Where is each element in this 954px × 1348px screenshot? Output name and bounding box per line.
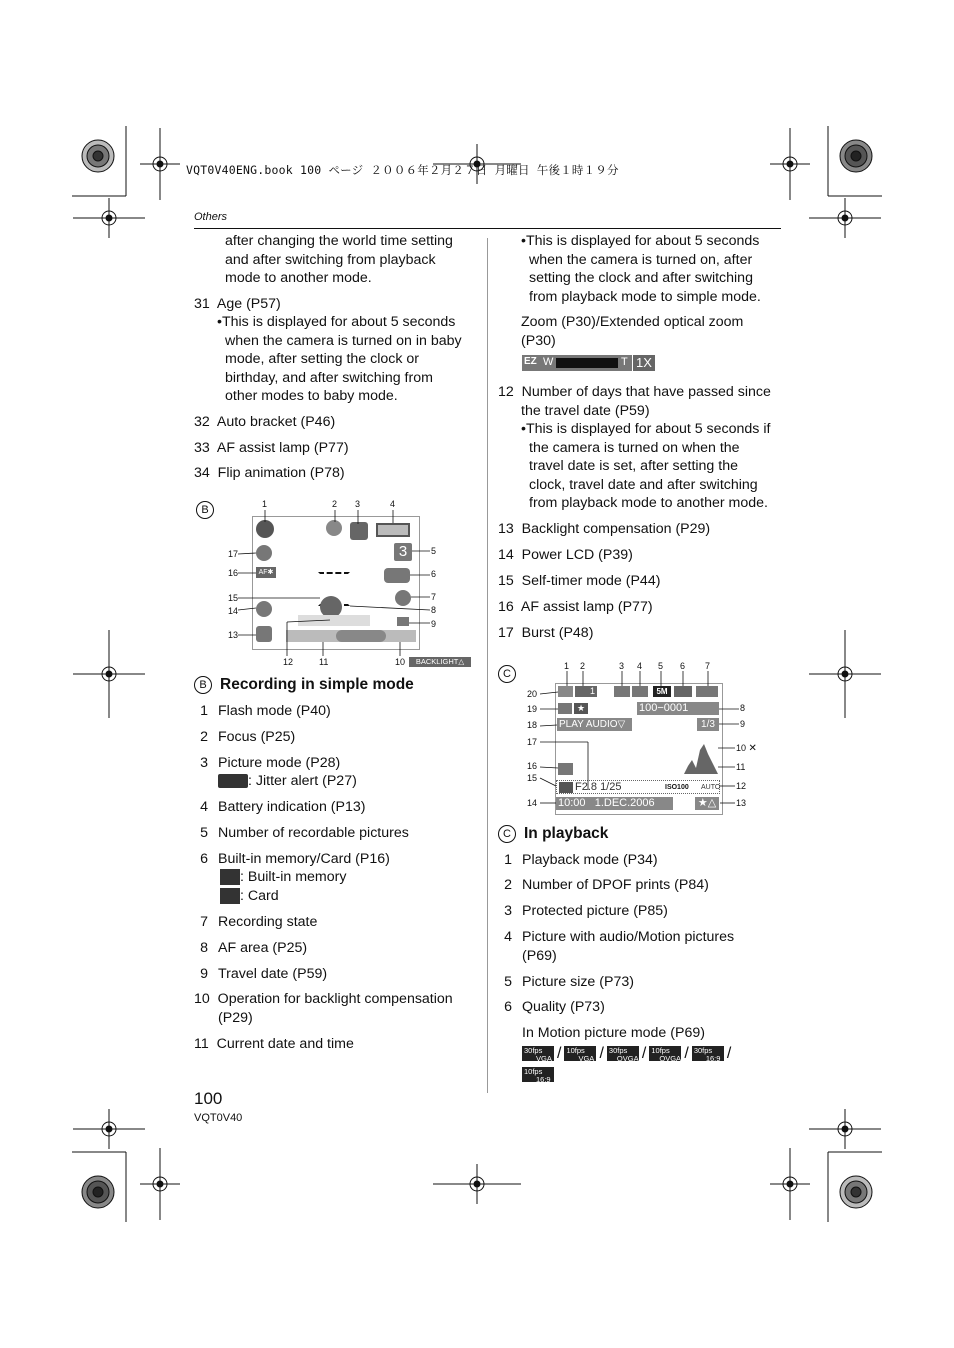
- continued-text: after changing the world time setting and after switching from playback mode to another mode.: [225, 233, 453, 286]
- b-item-3-sub: : Jitter alert (P27): [218, 772, 357, 791]
- wb-info: AUTO: [701, 784, 721, 791]
- section-b-marker: B: [194, 676, 212, 694]
- fps-icon-30-vga: 30fps VGA: [522, 1046, 554, 1061]
- callout-b-5: 5: [431, 546, 437, 556]
- section-c-marker: C: [498, 825, 516, 843]
- b-item-9: 9 Travel date (P59): [200, 966, 328, 982]
- section-c-heading: [498, 825, 608, 843]
- c-item-3: 3 Protected picture (P85): [504, 903, 668, 919]
- b-item-4: 4 Battery indication (P13): [200, 799, 366, 815]
- picture-size-icon: 5M: [653, 686, 671, 697]
- diagram-c-leaders: [0, 650, 954, 830]
- backlight-label: BACKLIGHT△: [409, 657, 471, 667]
- callout-c-1: 1: [564, 661, 570, 671]
- b-item-3: 3 Picture mode (P28): [200, 755, 341, 771]
- c-item-6: 6 Quality (P73): [504, 999, 605, 1015]
- callout-c-15: 15: [527, 773, 538, 783]
- section-c-title: In playback: [524, 825, 609, 842]
- fps-icon-30-qvga: 30fps QVGA: [608, 1046, 639, 1064]
- callout-b-3: 3: [355, 499, 361, 509]
- fps-icon-30-169: 30fps 16:9: [692, 1046, 724, 1061]
- file-number: 100−0001: [637, 702, 719, 715]
- callout-c-10: 10 ✕: [736, 743, 757, 754]
- card-icon: [220, 888, 240, 904]
- item-31: 31 Age (P57): [194, 296, 281, 312]
- diagram-c-marker: C: [498, 664, 516, 683]
- r-item-14: 14 Power LCD (P39): [498, 547, 633, 563]
- item-34: 34 Flip animation (P78): [194, 465, 345, 481]
- section-label: Others: [194, 211, 228, 223]
- af-assist-icon: AF✱: [256, 567, 276, 578]
- zoom-text: Zoom (P30)/Extended optical zoom (P30): [521, 314, 744, 349]
- callout-b-6: 6: [431, 569, 437, 579]
- r-item-12-bullet: •This is displayed for about 5 seconds if the camera is turned on when the travel date is set, after setting the clock, travel date and after switching from playback mode to another mode.: [521, 421, 771, 511]
- fps-icon-10-vga: 10fps VGA: [564, 1046, 596, 1061]
- r-item-15: 15 Self-timer mode (P44): [498, 573, 661, 589]
- star-icon: ★: [574, 703, 588, 714]
- callout-c-19: 19: [527, 704, 538, 714]
- callout-b-11: 11: [319, 657, 329, 667]
- callout-b-8: 8: [431, 605, 437, 615]
- date-time-c: 10:00 1.DEC.2006: [556, 797, 673, 810]
- callout-b-13: 13: [228, 630, 239, 640]
- c-item-2: 2 Number of DPOF prints (P84): [504, 877, 709, 893]
- callout-b-1: 1: [262, 499, 268, 509]
- zoom-fill: [556, 358, 618, 368]
- no-audio-icon: ✕: [748, 743, 757, 754]
- callout-c-8: 8: [740, 703, 746, 713]
- callout-c-2: 2: [580, 661, 586, 671]
- b-item-2: 2 Focus (P25): [200, 729, 296, 745]
- zoom-bar: EZ W T: [522, 355, 632, 371]
- callout-c-17: 17: [527, 737, 538, 747]
- c-item-5: 5 Picture size (P73): [504, 974, 634, 990]
- callout-b-9: 9: [431, 619, 437, 629]
- b-item-7: 7 Recording state: [200, 914, 318, 930]
- fps-icon-row-2: [522, 1066, 554, 1084]
- callout-b-7: 7: [431, 592, 437, 602]
- book-file-line: VQT0V40ENG.book 100 ページ ２００６年２月２７日 月曜日 午後１時１９分: [186, 163, 619, 177]
- callout-c-11: 11: [736, 762, 746, 772]
- callout-c-9: 9: [740, 719, 746, 729]
- section-b-title: Recording in simple mode: [220, 676, 414, 693]
- r-item-17: 17 Burst (P48): [498, 625, 594, 641]
- fps-icon-10-169: 10fps 16:9: [522, 1067, 554, 1082]
- r-item-16: 16 AF assist lamp (P77): [498, 599, 653, 615]
- b-item-6-sub2: : Card: [220, 887, 279, 906]
- b-item-8: 8 AF area (P25): [200, 940, 308, 956]
- callout-b-12: 12: [283, 657, 294, 667]
- callout-c-3: 3: [619, 661, 625, 671]
- right-top-bullet: •This is displayed for about 5 seconds when the camera is turned on, after setting the clock and after switching from playback mode to simple mode.: [521, 233, 761, 305]
- c-item-4: 4 Picture with audio/Motion pictures (P69): [504, 929, 735, 964]
- callout-c-14: 14: [527, 798, 538, 808]
- fps-icon-row: 30fps VGA / 10fps VGA / 30fps QVGA / 10fps QVGA / 30fps 16:9 /: [524, 1045, 732, 1064]
- callout-b-15: 15: [228, 593, 239, 603]
- callout-b-10: 10: [395, 657, 406, 667]
- b-item-1: 1 Flash mode (P40): [200, 703, 331, 719]
- backlight-icon-c: ★△: [695, 797, 719, 810]
- builtin-memory-icon: [220, 869, 240, 885]
- r-item-12: 12 Number of days that have passed since the travel date (P59): [498, 384, 771, 419]
- zoom-multiplier: 1X: [633, 355, 655, 371]
- callout-c-18: 18: [527, 720, 538, 730]
- page-indicator: 1/3: [697, 718, 719, 731]
- b-item-6: 6 Built-in memory/Card (P16): [200, 851, 390, 867]
- callout-c-4: 4: [637, 661, 643, 671]
- callout-c-5: 5: [658, 661, 664, 671]
- c-item-1: 1 Playback mode (P34): [504, 852, 658, 868]
- page-number: 100: [194, 1089, 223, 1108]
- pictures-remaining: 3: [394, 543, 412, 561]
- exposure-info: F2.8 1/25: [575, 781, 622, 793]
- callout-b-2: 2: [332, 499, 338, 509]
- callout-b-16: 16: [228, 568, 239, 578]
- fps-icon-10-qvga: 10fps QVGA: [651, 1046, 682, 1064]
- item-31-bullet: •This is displayed for about 5 seconds when the camera is turned on in baby mode, after setting the clock or birthday, and after switching from other modes to baby mode.: [217, 314, 462, 404]
- callout-c-16: 16: [527, 761, 538, 771]
- item-33: 33 AF assist lamp (P77): [194, 440, 349, 456]
- callout-c-12: 12: [736, 781, 747, 791]
- callout-b-4: 4: [390, 499, 396, 509]
- callout-c-20: 20: [527, 689, 538, 699]
- play-audio-label: PLAY AUDIO▽: [557, 718, 632, 731]
- b-item-11: 11 Current date and time: [194, 1036, 354, 1052]
- iso-info: ISO100: [665, 784, 689, 791]
- callout-c-7: 7: [705, 661, 711, 671]
- b-item-10: 10 Operation for backlight compensation (P29): [194, 991, 453, 1026]
- r-item-13: 13 Backlight compensation (P29): [498, 521, 711, 537]
- dpof-icon: 1: [575, 686, 597, 697]
- document-code: VQT0V40: [194, 1112, 243, 1124]
- callout-c-6: 6: [680, 661, 686, 671]
- diagram-b-marker: B: [196, 500, 214, 519]
- callout-c-13: 13: [736, 798, 747, 808]
- callout-b-17: 17: [228, 549, 239, 559]
- item-32: 32 Auto bracket (P46): [194, 414, 336, 430]
- b-item-5: 5 Number of recordable pictures: [200, 825, 409, 841]
- b-item-6-sub1: : Built-in memory: [220, 868, 346, 887]
- motion-mode-label: In Motion picture mode (P69): [522, 1025, 705, 1041]
- callout-b-14: 14: [228, 606, 239, 616]
